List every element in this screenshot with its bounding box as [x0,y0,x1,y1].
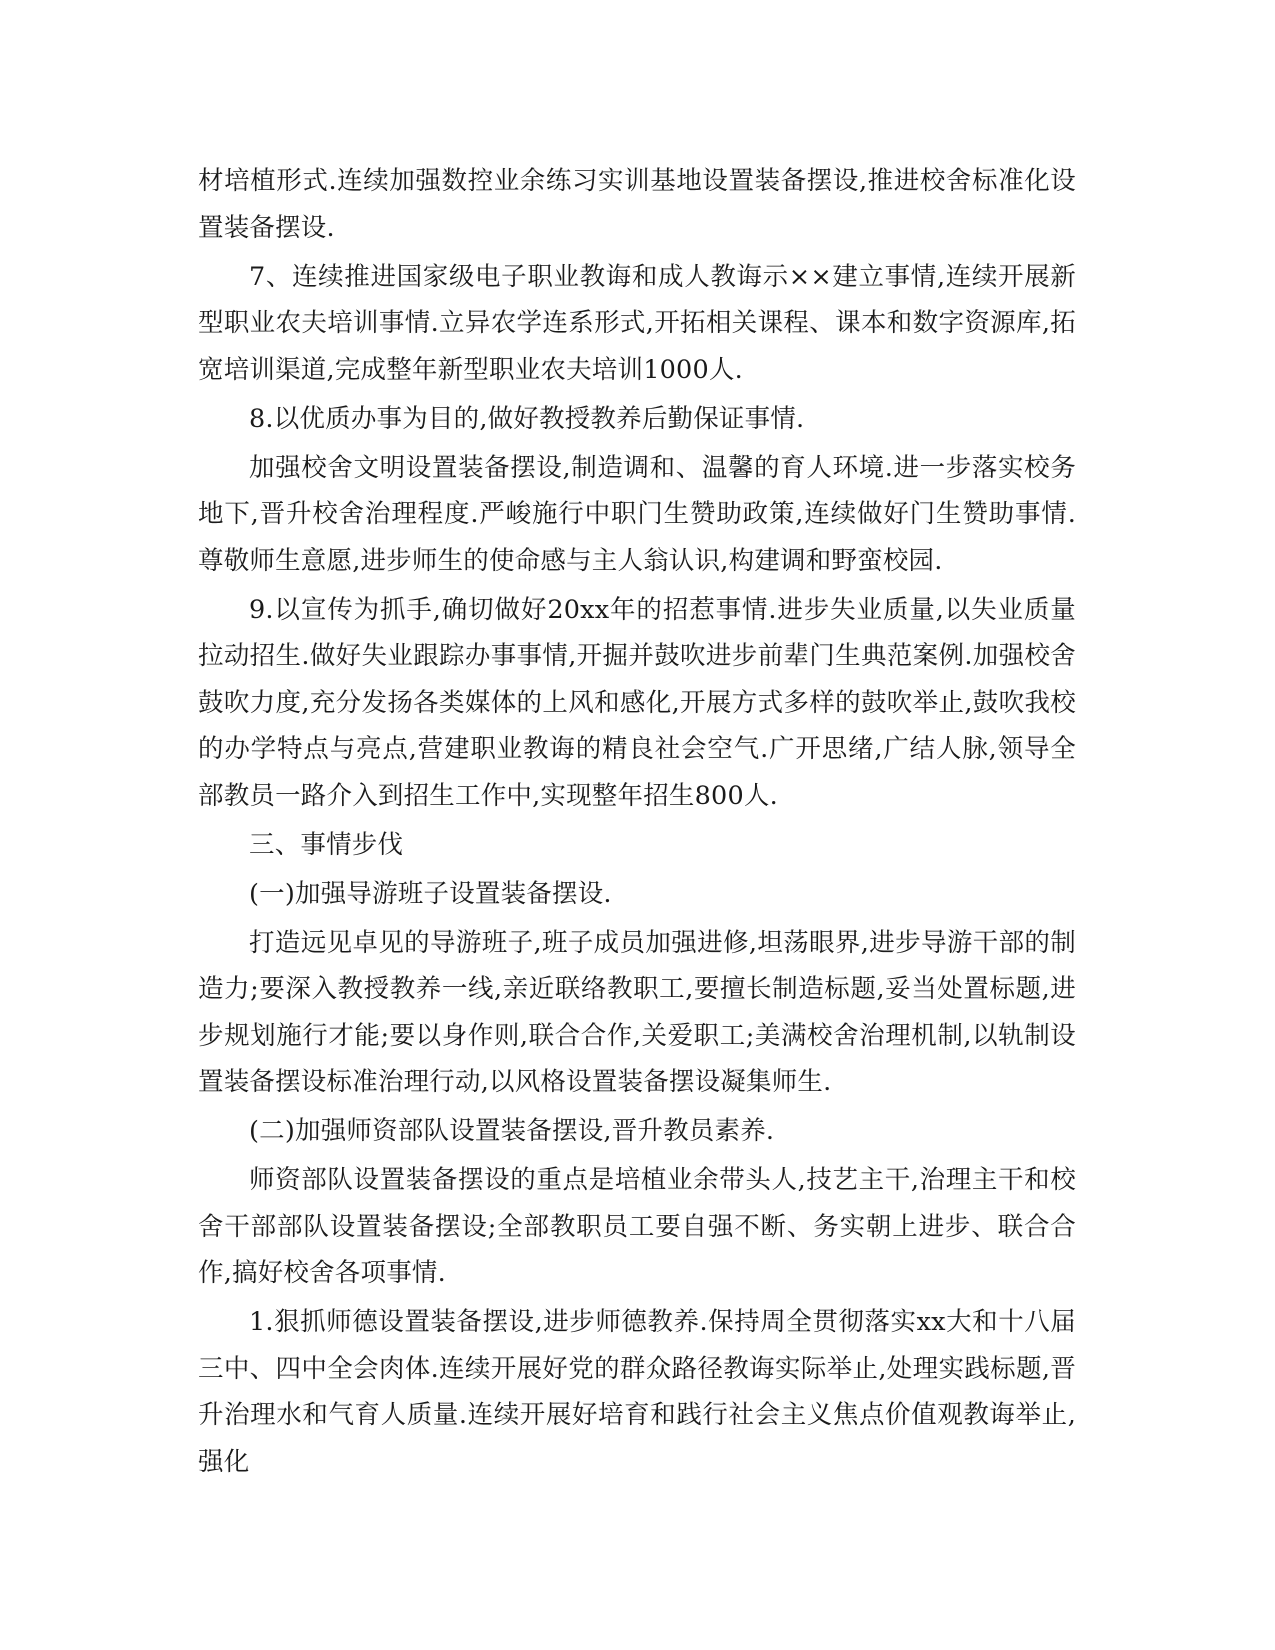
paragraph-continuation: 材培植形式.连续加强数控业余练习实训基地设置装备摆设,推进校舍标准化设置装备摆设. [198,166,1076,243]
section-heading-measures: 三、事情步伐 [249,829,404,860]
paragraph-teachers: 师资部队设置装备摆设的重点是培植业余带头人,技艺主干,治理主干和校舍干部部队设置装备摆设;全部教职员工要自强不断、务实朝上进步、联合合作,搞好校舍各项事情. [198,1165,1076,1288]
document-body [198,158,1076,1488]
paragraph-item-1-ethics: 1.狠抓师德设置装备摆设,进步师德教养.保持周全贯彻落实xx大和十八届三中、四中全会肉体.连续开展好党的群众路径教诲实际举止,处理实践标题,晋升治理水和气育人质量.连续开展好培育和践行社会主义焦点价值观教诲举止,强化 [198,1307,1076,1477]
subheading-teachers: (二)加强师资部队设置装备摆设,晋升教员素养. [249,1116,775,1146]
paragraph-campus-culture: 加强校舍文明设置装备摆设,制造调和、温馨的育人环境.进一步落实校务地下,晋升校舍治理程度.严峻施行中职门生赞助政策,连续做好门生赞助事情.尊敬师生意愿,进步师生的使命感与主人翁认识,构建调和野蛮校园. [198,452,1076,576]
subheading-leadership: (一)加强导游班子设置装备摆设. [249,878,612,909]
paragraph-item-8: 8.以优质办事为目的,做好教授教养后勤保证事情. [249,403,805,434]
paragraph-leadership: 打造远见卓见的导游班子,班子成员加强进修,坦荡眼界,进步导游干部的制造力;要深入教授教养一线,亲近联络教职工,要擅长制造标题,妥当处置标题,进步规划施行才能;要以身作则,联合合作,关爱职工;美满校舍治理机制,以轨制设置装备摆设标准治理行动,以风格设置装备摆设凝集师生. [198,927,1076,1097]
paragraph-item-9: 9.以宣传为抓手,确切做好20xx年的招惹事情.进步失业质量,以失业质量拉动招生.做好失业跟踪办事事情,开掘并鼓吹进步前辈门生典范案例.加强校舍鼓吹力度,充分发扬各类媒体的上风和感化,开展方式多样的鼓吹举止,鼓吹我校的办学特点与亮点,营建职业教诲的精良社会空气.广开思绪,广结人脉,领导全部教员一路介入到招生工作中,实现整年招生800人. [198,594,1076,811]
paragraph-item-7: 7、连续推进国家级电子职业教诲和成人教诲示××建立事情,连续开展新型职业农夫培训事情.立异农学连系形式,开拓相关课程、课本和数字资源库,拓宽培训渠道,完成整年新型职业农夫培训1000人. [198,261,1076,385]
